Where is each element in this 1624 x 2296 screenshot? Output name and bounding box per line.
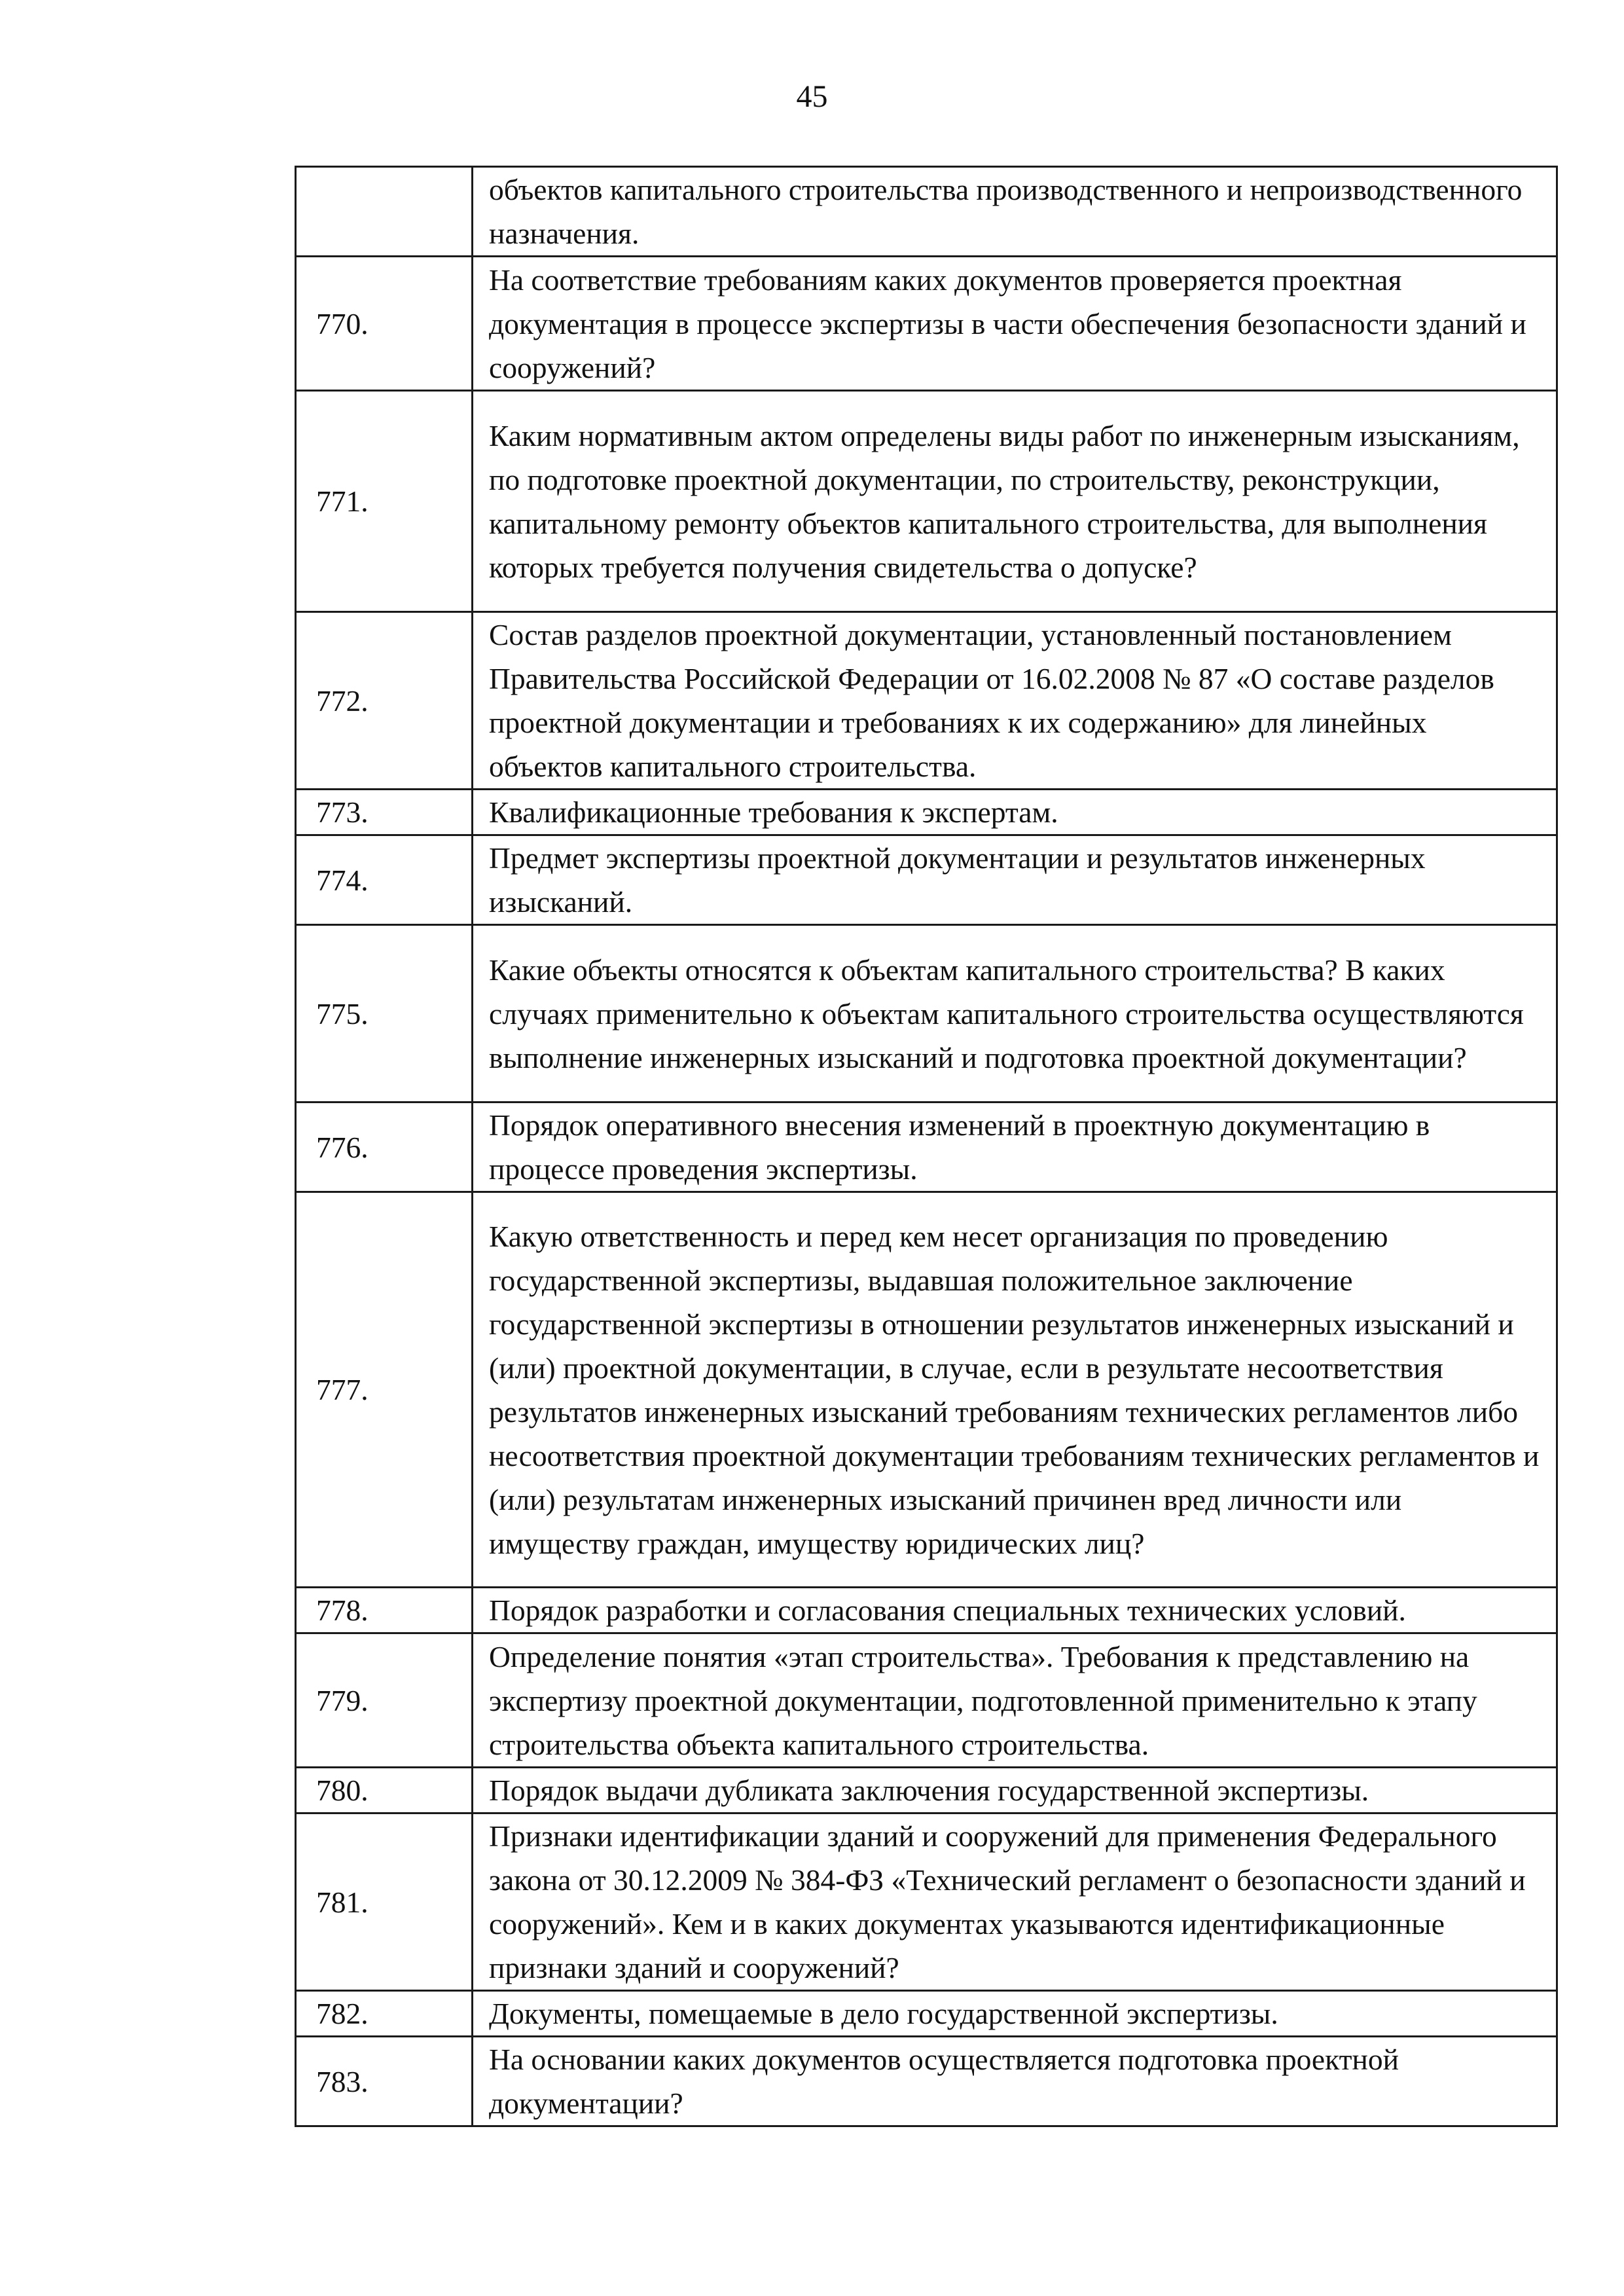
- table-row: [296, 1588, 1557, 1633]
- row-number: 783.: [296, 2037, 473, 2126]
- row-text: Порядок выдачи дубликата заключения государственной экспертизы.: [473, 1768, 1557, 1813]
- row-text: Определение понятия «этап строительства». Требования к представлению на экспертизу проектной документации, подготовленной применительно к этапу строительства объекта капитального строительства.: [473, 1633, 1557, 1768]
- table-row: [296, 790, 1557, 835]
- row-number: 771.: [296, 391, 473, 612]
- row-number: 774.: [296, 835, 473, 925]
- page-number: 45: [796, 79, 828, 114]
- row-text: Документы, помещаемые в дело государственной экспертизы.: [473, 1991, 1557, 2037]
- table-row: [296, 1102, 1557, 1192]
- questions-table: [295, 166, 1558, 2127]
- row-text: На соответствие требованиям каких документов проверяется проектная документация в процессе экспертизы в части обеспечения безопасности зданий и сооружений?: [473, 257, 1557, 391]
- table-row: [296, 1991, 1557, 2037]
- row-text: Какую ответственность и перед кем несет организация по проведению государственной экспертизы, выдавшая положительное заключение государственной экспертизы в отношении результатов инженерных изысканий и (или) проектной документации, в случае, если в результате несоответствия результатов инженерных изысканий требованиям технических регламентов либо несоответствия проектной документации требованиям технических регламентов и (или) результатам инженерных изысканий причинен вред личности или имуществу граждан, имуществу юридических лиц?: [473, 1192, 1557, 1588]
- row-number: 777.: [296, 1192, 473, 1588]
- row-text: Каким нормативным актом определены виды работ по инженерным изысканиям, по подготовке проектной документации, по строительству, реконструкции, капитальному ремонту объектов капитального строительства, для выполнения которых требуется получения свидетельства о допуске?: [473, 391, 1557, 612]
- row-number: 775.: [296, 925, 473, 1102]
- row-text: объектов капитального строительства производственного и непроизводственного назначения.: [473, 167, 1557, 257]
- table-row: [296, 391, 1557, 612]
- table-row: [296, 167, 1557, 257]
- table-row: [296, 1192, 1557, 1588]
- table-row: [296, 257, 1557, 391]
- row-text: Порядок оперативного внесения изменений в проектную документацию в процессе проведения экспертизы.: [473, 1102, 1557, 1192]
- row-text: Состав разделов проектной документации, установленный постановлением Правительства Российской Федерации от 16.02.2008 № 87 «О составе разделов проектной документации и требованиях к их содержанию» для линейных объектов капитального строительства.: [473, 612, 1557, 790]
- row-number: 772.: [296, 612, 473, 790]
- table-row: [296, 612, 1557, 790]
- row-number: 773.: [296, 790, 473, 835]
- row-text: Порядок разработки и согласования специальных технических условий.: [473, 1588, 1557, 1633]
- table-row: [296, 925, 1557, 1102]
- row-number: 776.: [296, 1102, 473, 1192]
- row-number: 780.: [296, 1768, 473, 1813]
- row-number: 782.: [296, 1991, 473, 2037]
- table-row: [296, 1633, 1557, 1768]
- row-number: 770.: [296, 257, 473, 391]
- row-text: Какие объекты относятся к объектам капитального строительства? В каких случаях применительно к объектам капитального строительства осуществляются выполнение инженерных изысканий и подготовка проектной документации?: [473, 925, 1557, 1102]
- row-number: 778.: [296, 1588, 473, 1633]
- table-row: [296, 1768, 1557, 1813]
- row-number: 781.: [296, 1813, 473, 1991]
- row-number: [296, 167, 473, 257]
- row-text: Предмет экспертизы проектной документации и результатов инженерных изысканий.: [473, 835, 1557, 925]
- table-row: [296, 2037, 1557, 2126]
- row-number: 779.: [296, 1633, 473, 1768]
- row-text: Признаки идентификации зданий и сооружений для применения Федерального закона от 30.12.2009 № 384-ФЗ «Технический регламент о безопасности зданий и сооружений». Кем и в каких документах указываются идентификационные признаки зданий и сооружений?: [473, 1813, 1557, 1991]
- row-text: Квалификационные требования к экспертам.: [473, 790, 1557, 835]
- table-row: [296, 835, 1557, 925]
- row-text: На основании каких документов осуществляется подготовка проектной документации?: [473, 2037, 1557, 2126]
- table-row: [296, 1813, 1557, 1991]
